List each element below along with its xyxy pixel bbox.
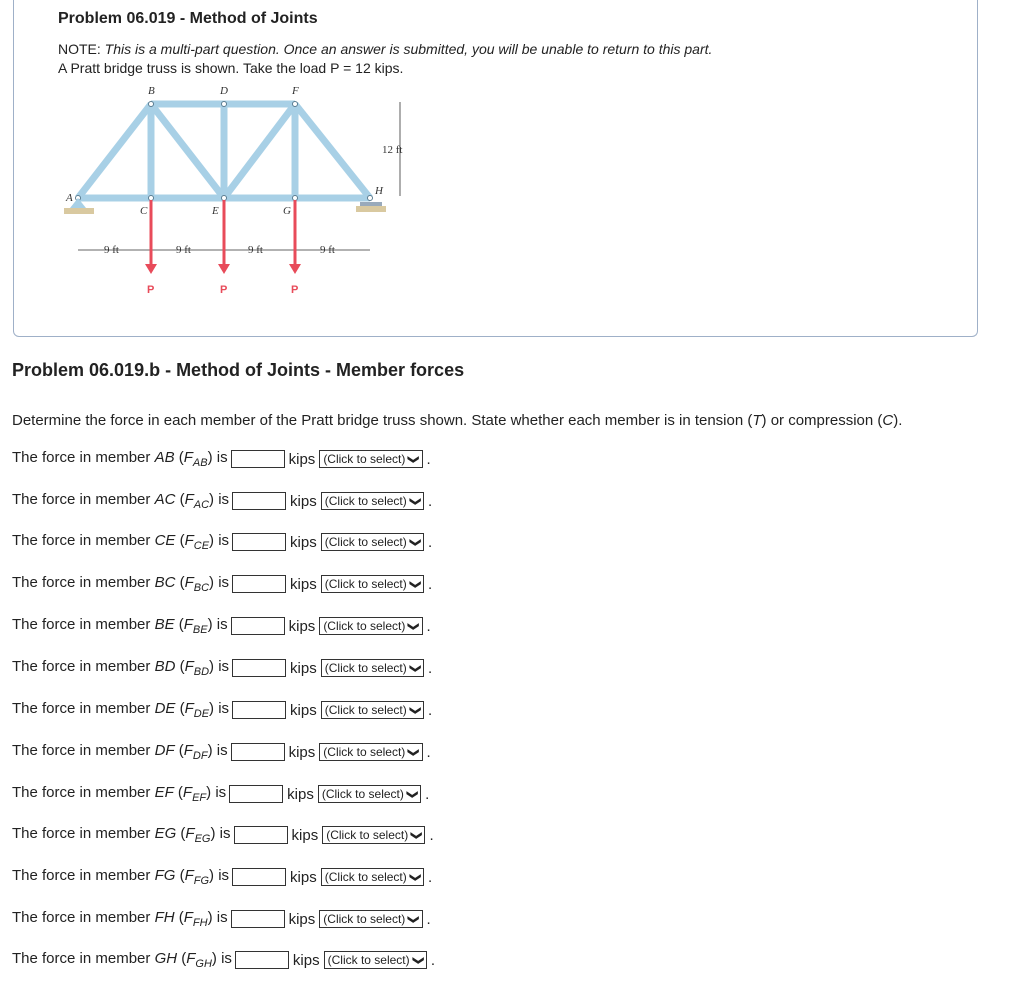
member-label: The force in member FG $(F_{FG})$ is <box>12 867 230 887</box>
member-label: The force in member DF $(F_{DF})$ is <box>12 742 228 762</box>
force-input-bc[interactable] <box>232 575 286 593</box>
force-input-eg[interactable] <box>234 826 288 844</box>
joint-label-b: B <box>148 85 155 97</box>
member-label: The force in member EG $(F_{EG})$ is <box>12 825 231 845</box>
member-row-de: The force in member DE $(F_{DE})$ is kips (Click to select) ❮ . <box>12 700 433 720</box>
member-row-gh: The force in member GH $(F_{GH})$ is kips (Click to select) ❮ . <box>12 950 436 970</box>
span-label-1: 9 ft <box>104 244 119 256</box>
units-label: kips <box>288 910 316 928</box>
units-label: kips <box>287 785 314 803</box>
tension-compression-select-ce[interactable]: (Click to select) ❮ <box>321 533 424 551</box>
dimension-12ft: 12 ft <box>382 144 403 156</box>
member-label: The force in member DE $(F_{DE})$ is <box>12 700 230 720</box>
member-label: The force in member GH $(F_{GH})$ is <box>12 950 232 970</box>
tension-compression-select-ac[interactable]: (Click to select) ❮ <box>321 492 424 510</box>
chevron-down-icon: ❮ <box>407 621 420 631</box>
note <box>58 41 712 57</box>
force-input-df[interactable] <box>231 743 285 761</box>
tension-compression-select-be[interactable]: (Click to select) ❮ <box>319 617 422 635</box>
chevron-down-icon: ❮ <box>408 705 421 715</box>
member-ab <box>78 104 151 198</box>
member-fh <box>295 104 370 198</box>
chevron-down-icon: ❮ <box>407 747 420 757</box>
member-label: The force in member FH $(F_{FH})$ is <box>12 909 228 929</box>
load-label-2: P <box>220 284 228 296</box>
member-row-bd: The force in member BD $(F_{BD})$ is kips (Click to select) ❮ . <box>12 658 433 678</box>
pratt-truss-figure <box>60 80 403 310</box>
member-row-bc: The force in member BC $(F_{BC})$ is kips (Click to select) ❮ . <box>12 574 433 594</box>
roller-support-icon <box>360 202 382 206</box>
force-input-de[interactable] <box>232 701 286 719</box>
joint-label-h: H <box>375 185 383 197</box>
member-row-ce: The force in member CE $(F_{CE})$ is kips (Click to select) ❮ . <box>12 532 433 552</box>
member-row-be: The force in member BE $(F_{BE})$ is kips (Click to select) ❮ . <box>12 616 431 636</box>
joint-label-e: E <box>212 205 219 217</box>
tension-compression-select-gh[interactable]: (Click to select) ❮ <box>324 951 427 969</box>
tension-compression-select-fh[interactable]: (Click to select) ❮ <box>319 910 422 928</box>
chevron-down-icon: ❮ <box>408 872 421 882</box>
tension-compression-select-ef[interactable]: (Click to select) ❮ <box>318 785 421 803</box>
member-row-ef: The force in member EF $(F_{EF})$ is kips (Click to select) ❮ . <box>12 784 430 804</box>
span-label-3: 9 ft <box>248 244 263 256</box>
member-row-fg: The force in member FG $(F_{FG})$ is kips (Click to select) ❮ . <box>12 867 433 887</box>
joint-label-g: G <box>283 205 291 217</box>
tension-compression-select-de[interactable]: (Click to select) ❮ <box>321 701 424 719</box>
tension-compression-select-df[interactable]: (Click to select) ❮ <box>319 743 422 761</box>
tension-compression-select-eg[interactable]: (Click to select) ❮ <box>322 826 425 844</box>
units-label: kips <box>288 743 316 761</box>
units-label: kips <box>292 951 320 969</box>
span-label-2: 9 ft <box>176 244 191 256</box>
member-row-ac: The force in member AC $(F_{AC})$ is kips (Click to select) ❮ . <box>12 491 433 511</box>
units-label: kips <box>288 617 316 635</box>
tension-compression-select-ab[interactable]: (Click to select) ❮ <box>319 450 422 468</box>
note-prefix: NOTE: <box>58 41 101 57</box>
force-input-ce[interactable] <box>232 533 286 551</box>
member-label: The force in member BE $(F_{BE})$ is <box>12 616 228 636</box>
chevron-down-icon: ❮ <box>407 454 420 464</box>
chevron-down-icon: ❮ <box>405 789 418 799</box>
instructions: Determine the force in each member of the Pratt bridge truss shown. State whether each member is in tension (T) or compression (C). <box>12 412 903 429</box>
member-row-eg: The force in member EG $(F_{EG})$ is kips (Click to select) ❮ . <box>12 825 434 845</box>
units-label: kips <box>288 450 316 468</box>
member-row-ab: The force in member AB $(F_{AB})$ is kips (Click to select) ❮ . <box>12 449 431 469</box>
force-input-bd[interactable] <box>232 659 286 677</box>
chevron-down-icon: ❮ <box>411 955 424 965</box>
chevron-down-icon: ❮ <box>408 579 421 589</box>
chevron-down-icon: ❮ <box>407 914 420 924</box>
tension-compression-select-bd[interactable]: (Click to select) ❮ <box>321 659 424 677</box>
ground-left <box>64 208 94 214</box>
force-input-gh[interactable] <box>235 951 289 969</box>
joint-label-d: D <box>220 85 228 97</box>
member-row-fh: The force in member FH $(F_{FH})$ is kips (Click to select) ❮ . <box>12 909 431 929</box>
member-label: The force in member EF $(F_{EF})$ is <box>12 784 227 804</box>
tension-compression-select-bc[interactable]: (Click to select) ❮ <box>321 575 424 593</box>
card-title: Problem 06.019 - Method of Joints <box>58 10 318 27</box>
force-input-ef[interactable] <box>229 785 283 803</box>
joint-label-f: F <box>292 85 299 97</box>
joint-label-a: A <box>66 192 73 204</box>
load-label-3: P <box>291 284 299 296</box>
force-input-be[interactable] <box>231 617 285 635</box>
member-row-df: The force in member DF $(F_{DF})$ is kips (Click to select) ❮ . <box>12 742 431 762</box>
member-be <box>151 104 224 198</box>
force-input-ab[interactable] <box>231 450 285 468</box>
member-label: The force in member AC $(F_{AC})$ is <box>12 491 230 511</box>
chevron-down-icon: ❮ <box>408 537 421 547</box>
member-label: The force in member AB $(F_{AB})$ is <box>12 449 228 469</box>
member-label: The force in member BD $(F_{BD})$ is <box>12 658 230 678</box>
tension-compression-select-fg[interactable]: (Click to select) ❮ <box>321 868 424 886</box>
intro-text: A Pratt bridge truss is shown. Take the load P = 12 kips. <box>58 60 404 76</box>
span-label-4: 9 ft <box>320 244 335 256</box>
member-label: The force in member BC $(F_{BC})$ is <box>12 574 230 594</box>
chevron-down-icon: ❮ <box>408 663 421 673</box>
chevron-down-icon: ❮ <box>410 830 423 840</box>
ground-right <box>356 206 386 212</box>
units-label: kips <box>290 533 317 551</box>
joint-label-c: C <box>140 205 148 217</box>
member-ef <box>224 104 295 198</box>
units-label: kips <box>290 659 317 677</box>
units-label: kips <box>290 701 317 719</box>
part-title: Problem 06.019.b - Method of Joints - Member forces <box>12 360 465 380</box>
force-input-fg[interactable] <box>232 868 286 886</box>
force-input-ac[interactable] <box>232 492 286 510</box>
units-label: kips <box>290 868 317 886</box>
member-label: The force in member CE $(F_{CE})$ is <box>12 532 230 552</box>
chevron-down-icon: ❮ <box>408 496 421 506</box>
load-label-1: P <box>147 284 155 296</box>
force-input-fh[interactable] <box>231 910 285 928</box>
units-label: kips <box>290 575 317 593</box>
units-label: kips <box>291 826 319 844</box>
units-label: kips <box>290 492 317 510</box>
note-text: This is a multi-part question. Once an answer is submitted, you will be unable to return to this part. <box>104 41 713 57</box>
